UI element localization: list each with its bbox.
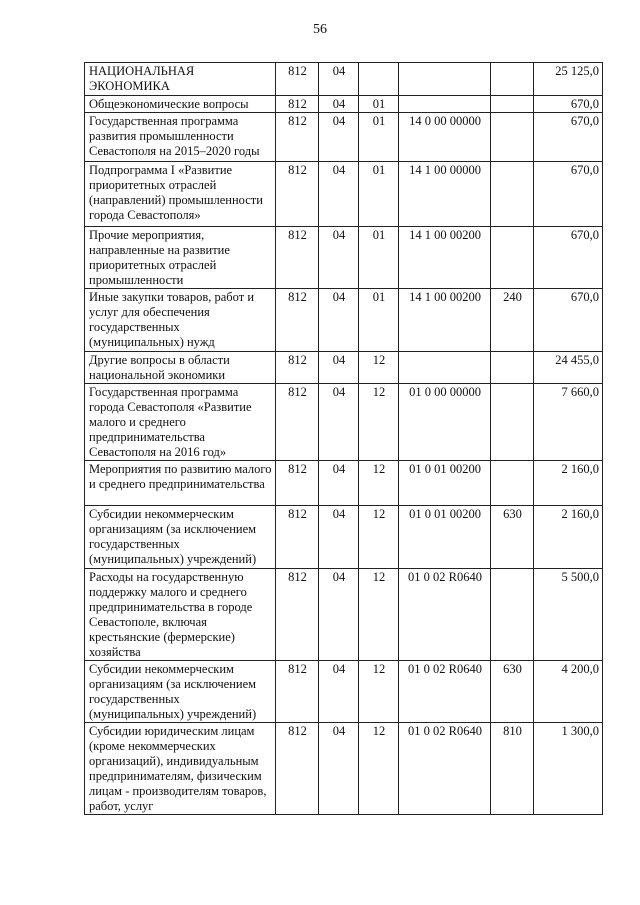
row-name-cell: Субсидии юридическим лицам (кроме некоммерческих организаций), индивидуальным предпринимателям, физическим лицам - производителям товаров, работ, услуг xyxy=(85,723,276,815)
table-row xyxy=(85,461,603,506)
section-cell: 04 xyxy=(319,569,359,661)
target-article-cell: 01 0 00 00000 xyxy=(399,384,491,461)
expense-type-cell: 810 xyxy=(491,723,534,815)
expense-type-cell: 630 xyxy=(491,661,534,723)
amount-cell: 670,0 xyxy=(534,162,603,227)
ved-cell: 812 xyxy=(276,506,319,569)
ved-cell: 812 xyxy=(276,96,319,113)
expense-type-cell xyxy=(491,113,534,162)
amount-cell: 670,0 xyxy=(534,227,603,289)
ved-cell: 812 xyxy=(276,227,319,289)
row-name-cell: Субсидии некоммерческим организациям (за исключением государственных (муниципальных) учреждений) xyxy=(85,506,276,569)
ved-cell: 812 xyxy=(276,63,319,96)
section-cell: 04 xyxy=(319,506,359,569)
table-row xyxy=(85,289,603,352)
amount-cell: 670,0 xyxy=(534,96,603,113)
subsection-cell: 12 xyxy=(359,461,399,506)
target-article-cell: 01 0 01 00200 xyxy=(399,461,491,506)
page-number: 56 xyxy=(313,22,327,37)
expense-type-cell xyxy=(491,384,534,461)
amount-cell: 7 660,0 xyxy=(534,384,603,461)
amount-cell: 5 500,0 xyxy=(534,569,603,661)
amount-cell: 25 125,0 xyxy=(534,63,603,96)
amount-cell: 1 300,0 xyxy=(534,723,603,815)
row-name-cell: Расходы на государственную поддержку малого и среднего предпринимательства в городе Севастополе, включая крестьянские (фермерские) хозяйства xyxy=(85,569,276,661)
row-name-cell: Государственная программа города Севастополя «Развитие малого и среднего предпринимательства Севастополя на 2016 год» xyxy=(85,384,276,461)
table-row xyxy=(85,723,603,815)
amount-cell: 24 455,0 xyxy=(534,352,603,384)
expense-type-cell xyxy=(491,569,534,661)
subsection-cell: 12 xyxy=(359,569,399,661)
expense-type-cell: 240 xyxy=(491,289,534,352)
ved-cell: 812 xyxy=(276,723,319,815)
target-article-cell xyxy=(399,96,491,113)
section-cell: 04 xyxy=(319,113,359,162)
target-article-cell xyxy=(399,63,491,96)
ved-cell: 812 xyxy=(276,461,319,506)
ved-cell: 812 xyxy=(276,113,319,162)
ved-cell: 812 xyxy=(276,162,319,227)
target-article-cell: 01 0 02 R0640 xyxy=(399,661,491,723)
amount-cell: 2 160,0 xyxy=(534,461,603,506)
section-cell: 04 xyxy=(319,289,359,352)
subsection-cell: 01 xyxy=(359,96,399,113)
subsection-cell: 12 xyxy=(359,384,399,461)
amount-cell: 670,0 xyxy=(534,113,603,162)
table-row xyxy=(85,506,603,569)
row-name-cell: Субсидии некоммерческим организациям (за исключением государственных (муниципальных) учреждений) xyxy=(85,661,276,723)
expense-type-cell xyxy=(491,461,534,506)
subsection-cell: 01 xyxy=(359,227,399,289)
amount-cell: 4 200,0 xyxy=(534,661,603,723)
row-name-cell: Общеэкономические вопросы xyxy=(85,96,276,113)
amount-cell: 670,0 xyxy=(534,289,603,352)
subsection-cell: 12 xyxy=(359,661,399,723)
table-row xyxy=(85,352,603,384)
subsection-cell: 01 xyxy=(359,113,399,162)
expense-type-cell xyxy=(491,63,534,96)
section-cell: 04 xyxy=(319,162,359,227)
target-article-cell: 14 0 00 00000 xyxy=(399,113,491,162)
row-name-cell: НАЦИОНАЛЬНАЯ ЭКОНОМИКА xyxy=(85,63,276,96)
subsection-cell xyxy=(359,63,399,96)
target-article-cell: 01 0 02 R0640 xyxy=(399,723,491,815)
budget-table xyxy=(84,62,603,815)
section-cell: 04 xyxy=(319,227,359,289)
row-name-cell: Подпрограмма I «Развитие приоритетных отраслей (направлений) промышленности города Севастополя» xyxy=(85,162,276,227)
row-name-cell: Государственная программа развития промышленности Севастополя на 2015–2020 годы xyxy=(85,113,276,162)
subsection-cell: 01 xyxy=(359,289,399,352)
table-row xyxy=(85,227,603,289)
table-row xyxy=(85,569,603,661)
subsection-cell: 12 xyxy=(359,506,399,569)
ved-cell: 812 xyxy=(276,289,319,352)
expense-type-cell xyxy=(491,96,534,113)
section-cell: 04 xyxy=(319,63,359,96)
target-article-cell xyxy=(399,352,491,384)
subsection-cell: 12 xyxy=(359,723,399,815)
table-row xyxy=(85,162,603,227)
target-article-cell: 14 1 00 00000 xyxy=(399,162,491,227)
ved-cell: 812 xyxy=(276,569,319,661)
row-name-cell: Прочие мероприятия, направленные на развитие приоритетных отраслей промышленности xyxy=(85,227,276,289)
section-cell: 04 xyxy=(319,96,359,113)
table-row xyxy=(85,63,603,96)
section-cell: 04 xyxy=(319,461,359,506)
target-article-cell: 01 0 02 R0640 xyxy=(399,569,491,661)
row-name-cell: Иные закупки товаров, работ и услуг для обеспечения государственных (муниципальных) нужд xyxy=(85,289,276,352)
table-row xyxy=(85,96,603,113)
amount-cell: 2 160,0 xyxy=(534,506,603,569)
row-name-cell: Мероприятия по развитию малого и среднего предпринимательства xyxy=(85,461,276,506)
expense-type-cell xyxy=(491,352,534,384)
ved-cell: 812 xyxy=(276,661,319,723)
subsection-cell: 01 xyxy=(359,162,399,227)
section-cell: 04 xyxy=(319,661,359,723)
ved-cell: 812 xyxy=(276,384,319,461)
table-row xyxy=(85,113,603,162)
target-article-cell: 01 0 01 00200 xyxy=(399,506,491,569)
section-cell: 04 xyxy=(319,352,359,384)
section-cell: 04 xyxy=(319,384,359,461)
ved-cell: 812 xyxy=(276,352,319,384)
expense-type-cell xyxy=(491,227,534,289)
row-name-cell: Другие вопросы в области национальной экономики xyxy=(85,352,276,384)
table-row xyxy=(85,384,603,461)
target-article-cell: 14 1 00 00200 xyxy=(399,227,491,289)
target-article-cell: 14 1 00 00200 xyxy=(399,289,491,352)
table-row xyxy=(85,661,603,723)
section-cell: 04 xyxy=(319,723,359,815)
expense-type-cell xyxy=(491,162,534,227)
expense-type-cell: 630 xyxy=(491,506,534,569)
subsection-cell: 12 xyxy=(359,352,399,384)
